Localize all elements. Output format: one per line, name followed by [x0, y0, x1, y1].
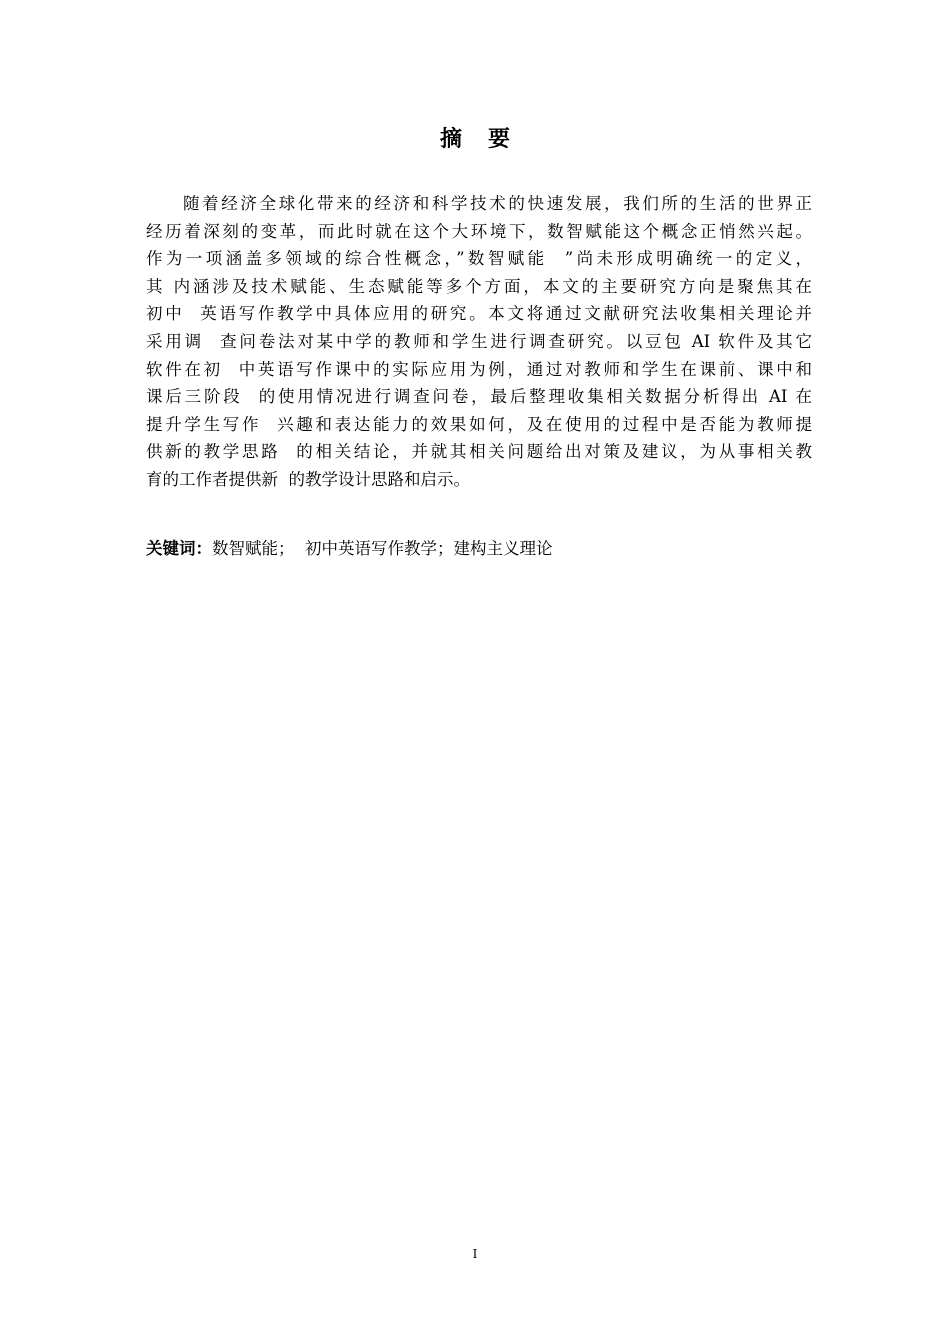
abstract-line: 初中 英语写作教学中具体应用的研究。本文将通过文献研究法收集相关理论并 — [146, 304, 812, 324]
abstract-line: 随着经济全球化带来的经济和科学技术的快速发展，我们所的生活的世界正 — [183, 194, 812, 213]
abstract-body — [146, 190, 812, 494]
abstract-line: 采用调 查问卷法对某中学的教师和学生进行调查研究。以豆包 AI 软件及其它 — [146, 331, 812, 351]
abstract-title: 摘要 — [439, 127, 536, 152]
abstract-line: 其 内涵涉及技术赋能、生态赋能等多个方面，本文的主要研究方向是聚焦其在 — [146, 276, 812, 296]
abstract-line: 经历着深刻的变革，而此时就在这个大环境下，数智赋能这个概念正悄然兴起。 — [146, 221, 812, 241]
keywords-label: 关键词： — [146, 539, 212, 558]
abstract-line: 提升学生写作 兴趣和表达能力的效果如何，及在使用的过程中是否能为教师提 — [146, 414, 812, 434]
keywords-line — [146, 535, 812, 563]
abstract-line: 课后三阶段 的使用情况进行调查问卷，最后整理收集相关数据分析得出 AI 在 — [146, 387, 812, 407]
abstract-line: 作为一项涵盖多领域的综合性概念，”数智赋能 ”尚未形成明确统一的定义， — [146, 249, 812, 269]
abstract-line: 供新的教学思路 的相关结论，并就其相关问题给出对策及建议，为从事相关教 — [146, 442, 812, 462]
abstract-line: 育的工作者提供新 的教学设计思路和启示。 — [146, 469, 470, 489]
abstract-line: 软件在初 中英语写作课中的实际应用为例，通过对教师和学生在课前、课中和 — [146, 359, 812, 379]
page-number: I — [472, 1247, 478, 1261]
keywords-text: 数智赋能； 初中英语写作教学；建构主义理论 — [212, 539, 553, 558]
